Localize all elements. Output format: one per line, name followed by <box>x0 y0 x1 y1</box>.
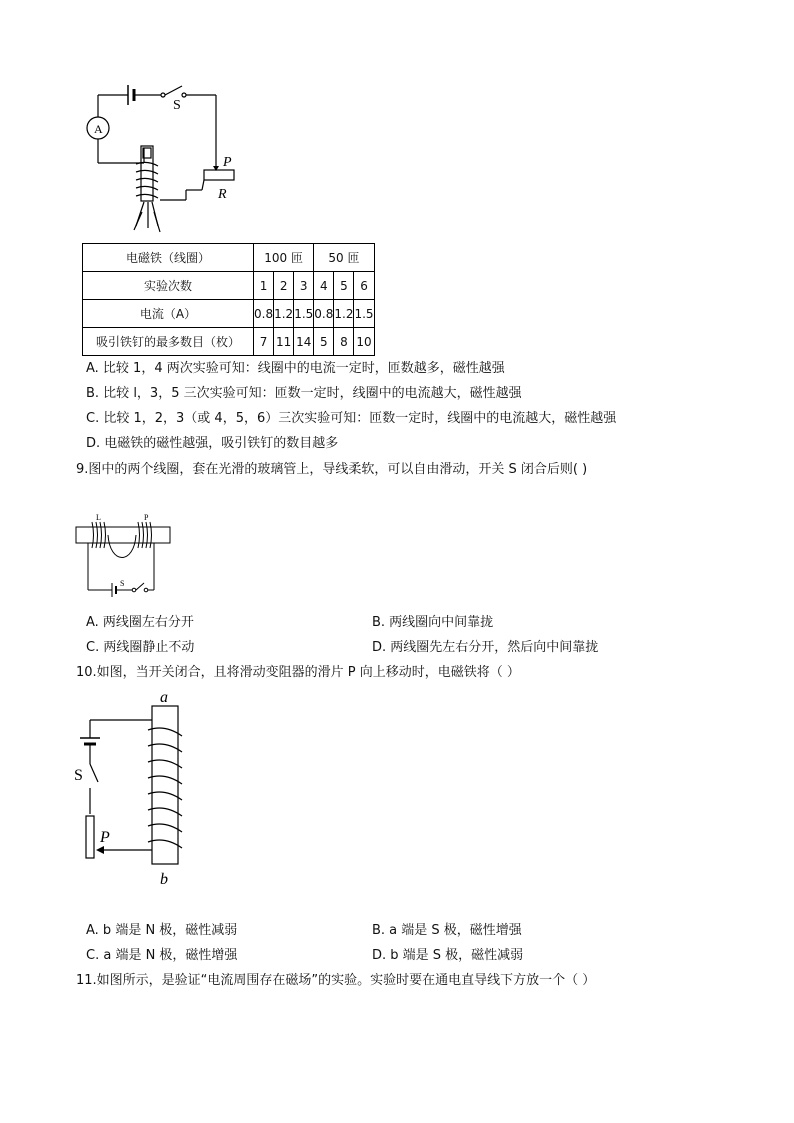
table-cell: 0.8 <box>314 300 334 328</box>
switch-label: S <box>74 767 83 784</box>
electromagnet-rheostat-diagram <box>68 688 198 888</box>
experiment-table <box>82 243 375 356</box>
coil-group-header: 100 匝 <box>254 244 314 272</box>
table-cell: 5 <box>314 328 334 356</box>
ammeter-label: A <box>94 122 103 136</box>
coil-right-label: P <box>144 513 149 522</box>
row-header: 电磁铁（线圈） <box>83 244 254 272</box>
slider-label: P <box>223 155 232 170</box>
table-cell: 1 <box>254 272 274 300</box>
q8-option-a: A. 比较 1，4 两次实验可知：线圈中的电流一定时，匝数越多，磁性越强 <box>86 361 505 376</box>
table-row <box>83 300 375 328</box>
table-cell: 14 <box>294 328 314 356</box>
table-cell: 6 <box>354 272 374 300</box>
q9-option-a: A. 两线圈左右分开 <box>86 615 194 630</box>
table-cell: 1.5 <box>294 300 314 328</box>
two-coils-diagram <box>74 510 174 606</box>
electromagnet-circuit-diagram <box>78 78 248 236</box>
q9-option-c: C. 两线圈静止不动 <box>86 640 195 655</box>
q10-option-a: A. b 端是 N 极，磁性减弱 <box>86 923 238 938</box>
table-row <box>83 328 375 356</box>
table-cell: 8 <box>334 328 354 356</box>
switch-label: S <box>173 98 181 113</box>
coil-left-label: L <box>96 513 101 522</box>
q8-option-c: C. 比较 1，2，3（或 4，5，6）三次实验可知：匝数一定时，线圈中的电流越大，磁性越强 <box>86 411 617 426</box>
q11-stem: 11.如图所示，是验证“电流周围存在磁场”的实验。实验时要在通电直导线下方放一个（ ） <box>76 973 596 988</box>
q10-option-d: D. b 端是 S 极，磁性减弱 <box>372 948 524 963</box>
q9-option-b: B. 两线圈向中间靠拢 <box>372 615 494 630</box>
q9-stem: 9.图中的两个线圈，套在光滑的玻璃管上，导线柔软，可以自由滑动，开关 S 闭合后则( ) <box>76 462 588 477</box>
q8-option-d: D. 电磁铁的磁性越强，吸引铁钉的数目越多 <box>86 436 339 451</box>
table-cell: 5 <box>334 272 354 300</box>
row-header: 电流（A） <box>83 300 254 328</box>
table-cell: 10 <box>354 328 374 356</box>
table-cell: 0.8 <box>254 300 274 328</box>
table-cell: 11 <box>274 328 294 356</box>
table-cell: 2 <box>274 272 294 300</box>
table-cell: 1.5 <box>354 300 374 328</box>
row-header: 实验次数 <box>83 272 254 300</box>
row-header: 吸引铁钉的最多数目（枚） <box>83 328 254 356</box>
coil-group-header: 50 匝 <box>314 244 374 272</box>
q10-stem: 10.如图，当开关闭合，且将滑动变阻器的滑片 P 向上移动时，电磁铁将（ ） <box>76 665 520 680</box>
table-row <box>83 272 375 300</box>
q10-option-b: B. a 端是 S 极，磁性增强 <box>372 923 522 938</box>
q10-option-c: C. a 端是 N 极，磁性增强 <box>86 948 238 963</box>
table-cell: 3 <box>294 272 314 300</box>
switch-label: S <box>120 579 125 588</box>
table-cell: 1.2 <box>274 300 294 328</box>
q9-option-d: D. 两线圈先左右分开，然后向中间靠拢 <box>372 640 599 655</box>
slider-label: P <box>100 829 110 846</box>
q8-option-b: B. 比较 l，3，5 三次实验可知：匝数一定时，线圈中的电流越大，磁性越强 <box>86 386 522 401</box>
resistor-label: R <box>218 187 227 202</box>
table-cell: 4 <box>314 272 334 300</box>
end-b-label: b <box>160 871 168 888</box>
table-row <box>83 244 375 272</box>
table-cell: 7 <box>254 328 274 356</box>
table-cell: 1.2 <box>334 300 354 328</box>
end-a-label: a <box>160 689 168 706</box>
